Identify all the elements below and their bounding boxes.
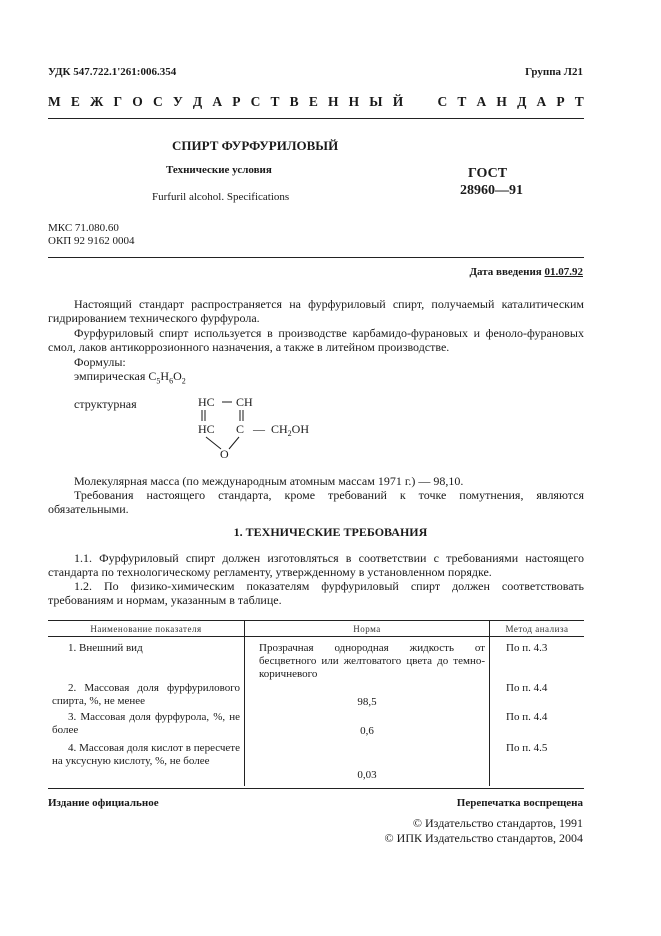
effective-date-value: 01.07.92 bbox=[544, 266, 583, 278]
gost-label: ГОСТ bbox=[468, 166, 508, 181]
heading-letter: Р bbox=[556, 94, 565, 109]
formulas-label: Формулы: bbox=[74, 355, 126, 369]
heading-letter: Ж bbox=[90, 94, 104, 109]
heading-letter: Д bbox=[517, 94, 527, 109]
heading-letter: С bbox=[250, 94, 261, 109]
structural-formula bbox=[190, 390, 330, 462]
copyright-2004: © ИПК Издательство стандартов, 2004 bbox=[384, 831, 583, 845]
group-code: Группа Л21 bbox=[525, 66, 583, 78]
row-3-norm: 0,6 bbox=[360, 725, 374, 737]
row-3-method: По п. 4.4 bbox=[506, 711, 548, 723]
intro-paragraph-1: Настоящий стандарт распространяется на фурфуриловый спирт, получаемый каталитическим гидрированием технического фурфурола. bbox=[48, 297, 584, 326]
header-rule bbox=[48, 118, 584, 119]
heading-letter: Р bbox=[232, 94, 241, 109]
row-1-norm: Прозрачная однородная жидкость от бесцветного или желтоватого цвета до темно-коричневого bbox=[259, 642, 485, 680]
heading-letter: Ы bbox=[369, 94, 383, 109]
heading-letter: А bbox=[536, 94, 547, 109]
heading-letter: С bbox=[152, 94, 163, 109]
structure-substituent-tail: OH bbox=[291, 422, 310, 436]
udc-code: УДК 547.722.1'261:006.354 bbox=[48, 66, 177, 78]
empirical-label: эмпирическая bbox=[74, 369, 146, 383]
empirical-o: O bbox=[173, 369, 182, 383]
intro-paragraph-2: Фурфуриловый спирт используется в производстве карбамидо-фурановых и феноло-фурановых смол, лаков антикоррозионного назначения, а также в литейном производстве. bbox=[48, 326, 584, 355]
row-2-norm: 98,5 bbox=[357, 696, 377, 708]
official-edition: Издание официальное bbox=[48, 797, 159, 809]
document-title: СПИРТ ФУРФУРИЛОВЫЙ bbox=[172, 138, 339, 153]
row-1-name: 1. Внешний вид bbox=[68, 642, 143, 654]
heading-letter: Н bbox=[348, 94, 360, 109]
heading-letter: Т bbox=[270, 94, 280, 109]
heading-letter: А bbox=[476, 94, 487, 109]
heading-letter bbox=[413, 94, 427, 110]
clause-1-2: 1.2. По физико-химическим показателям фурфуриловый спирт должен соответствовать требованиям и нормам, указанным в таблице. bbox=[48, 579, 584, 608]
empirical-c-count: 5 bbox=[156, 376, 161, 386]
empirical-o-count: 2 bbox=[181, 376, 186, 386]
table-row bbox=[48, 711, 584, 742]
row-2-method: По п. 4.4 bbox=[506, 682, 548, 694]
row-1-method: По п. 4.3 bbox=[506, 642, 548, 654]
empirical-h: H bbox=[160, 369, 170, 383]
row-3-name: 3. Массовая доля фурфурола, %, не более bbox=[52, 711, 240, 736]
reprint-prohibited: Перепечатка воспрещена bbox=[456, 797, 583, 809]
structure-o: O bbox=[220, 447, 229, 461]
structure-substituent bbox=[271, 422, 309, 438]
table-row bbox=[48, 742, 584, 786]
standard-type-heading bbox=[48, 94, 584, 110]
table-row bbox=[48, 682, 584, 711]
heading-letter: Н bbox=[496, 94, 507, 109]
heading-letter: Т bbox=[457, 94, 467, 109]
structural-label: структурная bbox=[74, 397, 137, 411]
effective-date bbox=[469, 266, 583, 278]
row-4-method: По п. 4.5 bbox=[506, 742, 548, 754]
structure-c-bottom: C bbox=[236, 422, 245, 436]
heading-letter: Г bbox=[113, 94, 123, 109]
heading-letter: Н bbox=[327, 94, 339, 109]
heading-letter: Е bbox=[70, 94, 80, 109]
copyright-1991: © Издательство стандартов, 1991 bbox=[412, 816, 583, 830]
header-norm: Норма bbox=[245, 621, 490, 637]
structure-hc-top: HC bbox=[198, 395, 215, 409]
structure-substituent-sub: 2 bbox=[287, 429, 292, 438]
classification-codes bbox=[48, 222, 134, 248]
clause-1-1: 1.1. Фурфуриловый спирт должен изготовляться в соответствии с требованиями настоящего стандарта по технологическому регламенту, утвержденному в установленном порядке. bbox=[48, 551, 584, 580]
structure-hc-bottom: HC bbox=[198, 422, 215, 436]
structure-dash: — bbox=[253, 422, 265, 436]
row-2-name: 2. Массовая доля фурфурилового спирта, %, не менее bbox=[52, 682, 240, 707]
structure-bond-o-left bbox=[206, 437, 221, 449]
header-indicator: Наименование показателя bbox=[48, 621, 245, 637]
heading-letter: Й bbox=[392, 94, 404, 109]
heading-letter: О bbox=[132, 94, 143, 109]
heading-letter: М bbox=[48, 94, 61, 109]
okp-code: ОКП 92 9162 0004 bbox=[48, 235, 135, 247]
gost-number: 28960—91 bbox=[460, 183, 523, 198]
structure-bond-o-right bbox=[229, 437, 239, 449]
row-4-norm: 0,03 bbox=[357, 769, 377, 781]
document-subtitle: Технические условия bbox=[166, 164, 272, 176]
mks-code: МКС 71.080.60 bbox=[48, 222, 119, 234]
heading-letter: С bbox=[437, 94, 448, 109]
structure-ch-top: CH bbox=[236, 395, 253, 409]
header-method: Метод анализа bbox=[490, 621, 585, 637]
table-header-row bbox=[48, 621, 584, 637]
heading-letter: У bbox=[172, 94, 183, 109]
english-title: Furfuril alcohol. Specifications bbox=[152, 191, 290, 203]
requirements-table bbox=[48, 620, 584, 786]
title-rule bbox=[48, 257, 584, 258]
row-4-name: 4. Массовая доля кислот в пересчете на уксусную кислоту, %, не более bbox=[52, 742, 240, 767]
heading-letter: Т bbox=[574, 94, 584, 109]
molecular-mass: Молекулярная масса (по международным атомным массам 1971 г.) — 98,10. bbox=[74, 474, 464, 488]
heading-letter: Д bbox=[192, 94, 203, 109]
effective-date-label: Дата введения bbox=[469, 266, 542, 278]
empirical-formula bbox=[74, 369, 186, 385]
table-row bbox=[48, 637, 584, 683]
heading-letter: Е bbox=[308, 94, 318, 109]
mandatory-note: Требования настоящего стандарта, кроме требований к точке помутнения, являются обязательными. bbox=[48, 488, 584, 517]
heading-letter: В bbox=[289, 94, 299, 109]
structure-substituent-ch: CH bbox=[271, 422, 288, 436]
empirical-c: C bbox=[148, 369, 157, 383]
heading-letter: А bbox=[212, 94, 223, 109]
footer-rule bbox=[48, 788, 584, 789]
empirical-h-count: 6 bbox=[169, 376, 174, 386]
section-1-title: 1. ТЕХНИЧЕСКИЕ ТРЕБОВАНИЯ bbox=[233, 525, 428, 539]
